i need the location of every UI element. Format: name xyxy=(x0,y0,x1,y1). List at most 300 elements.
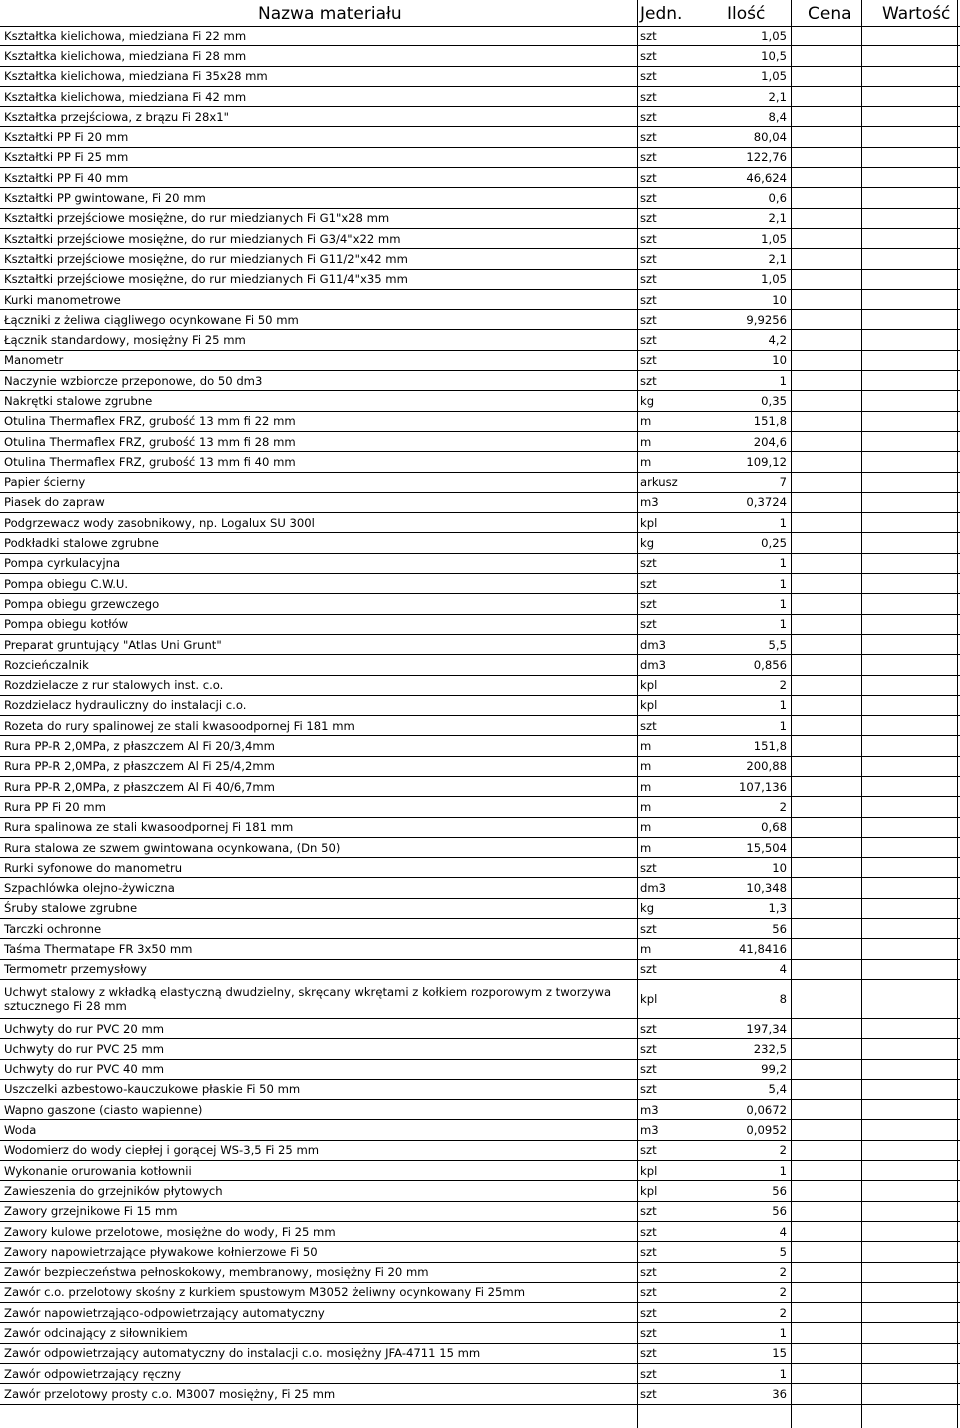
material-value xyxy=(861,289,960,309)
material-name: Tarczki ochronne xyxy=(0,919,637,939)
material-name: Zawór przelotowy prosty c.o. M3007 mosiężny, Fi 25 mm xyxy=(0,1384,637,1404)
material-quantity: 4 xyxy=(716,1221,791,1241)
material-unit: kpl xyxy=(637,675,716,695)
table-row xyxy=(0,249,960,269)
material-quantity: 2,1 xyxy=(716,249,791,269)
table-row xyxy=(0,330,960,350)
material-value xyxy=(861,675,960,695)
material-name: Pompa obiegu grzewczego xyxy=(0,594,637,614)
material-name: Kształtki PP Fi 25 mm xyxy=(0,147,637,167)
material-unit: m3 xyxy=(637,492,716,512)
table-row xyxy=(0,574,960,594)
material-unit: szt xyxy=(637,1384,716,1404)
material-price xyxy=(791,188,861,208)
material-quantity: 2 xyxy=(716,675,791,695)
material-name: Rozeta do rury spalinowej ze stali kwasoodpornej Fi 181 mm xyxy=(0,716,637,736)
material-unit: szt xyxy=(637,594,716,614)
material-quantity: 4,2 xyxy=(716,330,791,350)
material-quantity: 0,0952 xyxy=(716,1120,791,1140)
material-name: Kształtki przejściowe mosiężne, do rur miedzianych Fi G11/4"x35 mm xyxy=(0,269,637,289)
table-row xyxy=(0,979,960,1018)
material-value xyxy=(861,1181,960,1201)
material-unit: szt xyxy=(637,249,716,269)
material-quantity: 2,1 xyxy=(716,86,791,106)
material-price xyxy=(791,1018,861,1038)
material-value xyxy=(861,513,960,533)
material-name: Zawory kulowe przelotowe, mosiężne do wody, Fi 25 mm xyxy=(0,1221,637,1241)
materials-table xyxy=(0,26,960,1405)
table-row xyxy=(0,431,960,451)
material-unit: szt xyxy=(637,371,716,391)
material-price xyxy=(791,858,861,878)
material-price xyxy=(791,269,861,289)
material-price xyxy=(791,574,861,594)
material-value xyxy=(861,350,960,370)
material-unit: szt xyxy=(637,1364,716,1384)
material-value xyxy=(861,533,960,553)
material-name: Uchwyty do rur PVC 25 mm xyxy=(0,1039,637,1059)
material-unit: m xyxy=(637,817,716,837)
material-unit: kpl xyxy=(637,979,716,1018)
material-unit: m3 xyxy=(637,1100,716,1120)
table-row xyxy=(0,1242,960,1262)
material-price xyxy=(791,1100,861,1120)
material-value xyxy=(861,310,960,330)
material-quantity: 1 xyxy=(716,1161,791,1181)
material-quantity: 4 xyxy=(716,959,791,979)
material-value xyxy=(861,716,960,736)
material-value xyxy=(861,228,960,248)
material-quantity: 204,6 xyxy=(716,431,791,451)
material-price xyxy=(791,776,861,796)
material-quantity: 56 xyxy=(716,919,791,939)
material-price xyxy=(791,716,861,736)
material-price xyxy=(791,46,861,66)
material-value xyxy=(861,1242,960,1262)
material-value xyxy=(861,1161,960,1181)
material-quantity: 36 xyxy=(716,1384,791,1404)
material-name: Podgrzewacz wody zasobnikowy, np. Logalux SU 300l xyxy=(0,513,637,533)
material-quantity: 2 xyxy=(716,1262,791,1282)
material-price xyxy=(791,553,861,573)
material-unit: kpl xyxy=(637,1181,716,1201)
material-unit: szt xyxy=(637,1303,716,1323)
material-price xyxy=(791,1181,861,1201)
header-price: Cena xyxy=(808,4,852,24)
material-value xyxy=(861,46,960,66)
material-quantity: 1 xyxy=(716,574,791,594)
table-row xyxy=(0,959,960,979)
material-price xyxy=(791,107,861,127)
material-price xyxy=(791,472,861,492)
table-row xyxy=(0,1140,960,1160)
table-row xyxy=(0,594,960,614)
material-unit: m xyxy=(637,756,716,776)
table-row xyxy=(0,776,960,796)
material-value xyxy=(861,1323,960,1343)
table-row xyxy=(0,898,960,918)
material-quantity: 1 xyxy=(716,695,791,715)
material-price xyxy=(791,1343,861,1363)
material-quantity: 2 xyxy=(716,797,791,817)
material-value xyxy=(861,1100,960,1120)
material-name: Rozdzielacz hydrauliczny do instalacji c.o. xyxy=(0,695,637,715)
material-price xyxy=(791,1262,861,1282)
material-quantity: 1 xyxy=(716,594,791,614)
material-price xyxy=(791,26,861,46)
table-row xyxy=(0,1079,960,1099)
material-name: Kształtka kielichowa, miedziana Fi 28 mm xyxy=(0,46,637,66)
material-quantity: 80,04 xyxy=(716,127,791,147)
material-price xyxy=(791,817,861,837)
table-row xyxy=(0,1262,960,1282)
material-unit: dm3 xyxy=(637,878,716,898)
table-row xyxy=(0,147,960,167)
material-unit: m xyxy=(637,776,716,796)
table-row xyxy=(0,86,960,106)
material-value xyxy=(861,837,960,857)
material-value xyxy=(861,898,960,918)
material-quantity: 197,34 xyxy=(716,1018,791,1038)
material-unit: kpl xyxy=(637,1161,716,1181)
material-name: Otulina Thermaflex FRZ, grubość 13 mm fi 28 mm xyxy=(0,431,637,451)
material-quantity: 41,8416 xyxy=(716,939,791,959)
material-unit: szt xyxy=(637,1262,716,1282)
material-value xyxy=(861,26,960,46)
table-row xyxy=(0,1384,960,1404)
material-quantity: 2 xyxy=(716,1303,791,1323)
material-name: Łączniki z żeliwa ciągliwego ocynkowane Fi 50 mm xyxy=(0,310,637,330)
material-value xyxy=(861,492,960,512)
material-unit: szt xyxy=(637,553,716,573)
material-quantity: 10 xyxy=(716,350,791,370)
material-unit: kg xyxy=(637,391,716,411)
material-price xyxy=(791,1282,861,1302)
material-price xyxy=(791,86,861,106)
material-name: Rura PP Fi 20 mm xyxy=(0,797,637,817)
material-unit: szt xyxy=(637,310,716,330)
material-name: Kształtki przejściowe mosiężne, do rur miedzianych Fi G11/2"x42 mm xyxy=(0,249,637,269)
material-name: Zawór c.o. przelotowy skośny z kurkiem spustowym M3052 żeliwny ocynkowany Fi 25mm xyxy=(0,1282,637,1302)
material-price xyxy=(791,634,861,654)
material-unit: dm3 xyxy=(637,634,716,654)
material-name: Szpachlówka olejno-żywiczna xyxy=(0,878,637,898)
material-name: Kształtka kielichowa, miedziana Fi 42 mm xyxy=(0,86,637,106)
table-row xyxy=(0,46,960,66)
table-row xyxy=(0,736,960,756)
material-price xyxy=(791,330,861,350)
material-unit: m xyxy=(637,939,716,959)
material-unit: szt xyxy=(637,1059,716,1079)
material-unit: szt xyxy=(637,574,716,594)
table-row xyxy=(0,208,960,228)
table-row xyxy=(0,350,960,370)
material-value xyxy=(861,86,960,106)
table-row xyxy=(0,1364,960,1384)
material-price xyxy=(791,228,861,248)
material-name: Podkładki stalowe zgrubne xyxy=(0,533,637,553)
material-value xyxy=(861,634,960,654)
material-unit: szt xyxy=(637,858,716,878)
material-unit: dm3 xyxy=(637,655,716,675)
material-value xyxy=(861,208,960,228)
material-price xyxy=(791,1221,861,1241)
material-price xyxy=(791,127,861,147)
header-quantity: Ilość xyxy=(727,4,766,24)
material-unit: szt xyxy=(637,1343,716,1363)
table-row xyxy=(0,310,960,330)
material-price xyxy=(791,1120,861,1140)
table-row xyxy=(0,411,960,431)
material-quantity: 5,5 xyxy=(716,634,791,654)
material-quantity: 10,5 xyxy=(716,46,791,66)
table-row xyxy=(0,1059,960,1079)
material-name: Pompa obiegu C.W.U. xyxy=(0,574,637,594)
table-row xyxy=(0,878,960,898)
material-quantity: 10 xyxy=(716,289,791,309)
material-price xyxy=(791,1079,861,1099)
table-row xyxy=(0,1201,960,1221)
header-name: Nazwa materiału xyxy=(258,4,402,24)
material-quantity: 1 xyxy=(716,614,791,634)
material-price xyxy=(791,350,861,370)
material-unit: kg xyxy=(637,898,716,918)
material-quantity: 151,8 xyxy=(716,736,791,756)
table-row xyxy=(0,1018,960,1038)
material-name: Wykonanie orurowania kotłownii xyxy=(0,1161,637,1181)
material-price xyxy=(791,655,861,675)
material-name: Rura PP-R 2,0MPa, z płaszczem Al Fi 40/6,7mm xyxy=(0,776,637,796)
table-row xyxy=(0,289,960,309)
table-row xyxy=(0,1343,960,1363)
material-price xyxy=(791,249,861,269)
material-unit: szt xyxy=(637,46,716,66)
material-price xyxy=(791,736,861,756)
table-row xyxy=(0,371,960,391)
material-name: Zawór odpowietrzający automatyczny do instalacji c.o. mosiężny JFA-4711 15 mm xyxy=(0,1343,637,1363)
material-price xyxy=(791,979,861,1018)
material-name: Manometr xyxy=(0,350,637,370)
material-value xyxy=(861,431,960,451)
material-name: Uchwyty do rur PVC 40 mm xyxy=(0,1059,637,1079)
materials-table-body xyxy=(0,26,960,1404)
material-name: Otulina Thermaflex FRZ, grubość 13 mm fi 22 mm xyxy=(0,411,637,431)
material-value xyxy=(861,452,960,472)
material-price xyxy=(791,614,861,634)
table-header xyxy=(0,0,960,27)
material-value xyxy=(861,1221,960,1241)
material-price xyxy=(791,675,861,695)
material-name: Rura spalinowa ze stali kwasoodpornej Fi 181 mm xyxy=(0,817,637,837)
material-name: Kształtka kielichowa, miedziana Fi 22 mm xyxy=(0,26,637,46)
material-value xyxy=(861,411,960,431)
material-value xyxy=(861,817,960,837)
material-quantity: 56 xyxy=(716,1181,791,1201)
material-value xyxy=(861,939,960,959)
material-name: Otulina Thermaflex FRZ, grubość 13 mm fi 40 mm xyxy=(0,452,637,472)
material-price xyxy=(791,1039,861,1059)
material-value xyxy=(861,1303,960,1323)
table-row xyxy=(0,655,960,675)
material-value xyxy=(861,858,960,878)
material-price xyxy=(791,695,861,715)
material-price xyxy=(791,1384,861,1404)
material-value xyxy=(861,168,960,188)
material-price xyxy=(791,1201,861,1221)
material-name: Preparat gruntujący "Atlas Uni Grunt" xyxy=(0,634,637,654)
table-row xyxy=(0,1120,960,1140)
table-row xyxy=(0,492,960,512)
material-quantity: 99,2 xyxy=(716,1059,791,1079)
header-value: Wartość xyxy=(882,4,951,24)
material-name: Papier ścierny xyxy=(0,472,637,492)
material-value xyxy=(861,1059,960,1079)
material-quantity: 2 xyxy=(716,1282,791,1302)
material-value xyxy=(861,979,960,1018)
material-unit: m xyxy=(637,452,716,472)
material-value xyxy=(861,1018,960,1038)
material-value xyxy=(861,1262,960,1282)
material-name: Uchwyt stalowy z wkładką elastyczną dwudzielny, skręcany wkrętami z kołkiem rozporowym z tworzywa sztucznego Fi 28 mm xyxy=(0,979,637,1018)
material-unit: szt xyxy=(637,330,716,350)
material-quantity: 109,12 xyxy=(716,452,791,472)
material-value xyxy=(861,1039,960,1059)
material-name: Kształtka przejściowa, z brązu Fi 28x1" xyxy=(0,107,637,127)
material-unit: kpl xyxy=(637,695,716,715)
table-row xyxy=(0,1282,960,1302)
material-quantity: 1 xyxy=(716,513,791,533)
material-price xyxy=(791,837,861,857)
header-unit: Jedn. xyxy=(640,4,683,24)
material-unit: szt xyxy=(637,1242,716,1262)
material-unit: szt xyxy=(637,168,716,188)
material-value xyxy=(861,1120,960,1140)
material-price xyxy=(791,492,861,512)
material-name: Naczynie wzbiorcze przeponowe, do 50 dm3 xyxy=(0,371,637,391)
material-quantity: 56 xyxy=(716,1201,791,1221)
material-value xyxy=(861,472,960,492)
material-name: Śruby stalowe zgrubne xyxy=(0,898,637,918)
material-name: Wodomierz do wody ciepłej i gorącej WS-3,5 Fi 25 mm xyxy=(0,1140,637,1160)
material-price xyxy=(791,431,861,451)
material-quantity: 1 xyxy=(716,553,791,573)
material-value xyxy=(861,736,960,756)
table-row xyxy=(0,614,960,634)
material-quantity: 107,136 xyxy=(716,776,791,796)
material-name: Kształtki PP Fi 20 mm xyxy=(0,127,637,147)
material-unit: szt xyxy=(637,1140,716,1160)
material-quantity: 1 xyxy=(716,371,791,391)
table-row xyxy=(0,858,960,878)
material-unit: szt xyxy=(637,614,716,634)
material-price xyxy=(791,147,861,167)
material-quantity: 151,8 xyxy=(716,411,791,431)
material-value xyxy=(861,614,960,634)
material-quantity: 1,05 xyxy=(716,26,791,46)
material-name: Wapno gaszone (ciasto wapienne) xyxy=(0,1100,637,1120)
material-name: Uchwyty do rur PVC 20 mm xyxy=(0,1018,637,1038)
material-unit: szt xyxy=(637,1201,716,1221)
material-quantity: 0,3724 xyxy=(716,492,791,512)
material-unit: kpl xyxy=(637,513,716,533)
material-quantity: 2,1 xyxy=(716,208,791,228)
material-price xyxy=(791,1242,861,1262)
table-row xyxy=(0,452,960,472)
material-value xyxy=(861,594,960,614)
material-quantity: 1,05 xyxy=(716,269,791,289)
table-row xyxy=(0,675,960,695)
material-price xyxy=(791,533,861,553)
material-name: Zawór odpowietrzający ręczny xyxy=(0,1364,637,1384)
table-row xyxy=(0,269,960,289)
material-price xyxy=(791,391,861,411)
material-quantity: 5,4 xyxy=(716,1079,791,1099)
material-price xyxy=(791,1364,861,1384)
material-unit: szt xyxy=(637,289,716,309)
material-value xyxy=(861,1140,960,1160)
material-quantity: 8,4 xyxy=(716,107,791,127)
table-row xyxy=(0,1181,960,1201)
material-value xyxy=(861,269,960,289)
material-unit: szt xyxy=(637,1323,716,1343)
material-price xyxy=(791,452,861,472)
table-row xyxy=(0,228,960,248)
material-quantity: 0,6 xyxy=(716,188,791,208)
material-value xyxy=(861,553,960,573)
material-unit: szt xyxy=(637,66,716,86)
material-name: Kształtki przejściowe mosiężne, do rur miedzianych Fi G1"x28 mm xyxy=(0,208,637,228)
material-quantity: 1 xyxy=(716,1364,791,1384)
table-row xyxy=(0,168,960,188)
material-value xyxy=(861,188,960,208)
material-name: Termometr przemysłowy xyxy=(0,959,637,979)
material-price xyxy=(791,878,861,898)
material-value xyxy=(861,919,960,939)
material-value xyxy=(861,1282,960,1302)
material-unit: szt xyxy=(637,228,716,248)
material-value xyxy=(861,330,960,350)
material-name: Kształtki przejściowe mosiężne, do rur miedzianych Fi G3/4"x22 mm xyxy=(0,228,637,248)
material-name: Zawór bezpieczeństwa pełnoskokowy, membranowy, mosiężny Fi 20 mm xyxy=(0,1262,637,1282)
table-row xyxy=(0,66,960,86)
material-value xyxy=(861,959,960,979)
material-value xyxy=(861,1384,960,1404)
material-unit: szt xyxy=(637,127,716,147)
material-price xyxy=(791,898,861,918)
material-name: Kurki manometrowe xyxy=(0,289,637,309)
material-price xyxy=(791,1140,861,1160)
material-quantity: 46,624 xyxy=(716,168,791,188)
material-quantity: 0,0672 xyxy=(716,1100,791,1120)
material-quantity: 5 xyxy=(716,1242,791,1262)
material-unit: szt xyxy=(637,269,716,289)
material-value xyxy=(861,695,960,715)
material-name: Taśma Thermatape FR 3x50 mm xyxy=(0,939,637,959)
material-price xyxy=(791,513,861,533)
material-value xyxy=(861,371,960,391)
material-unit: m3 xyxy=(637,1120,716,1140)
material-value xyxy=(861,1343,960,1363)
material-value xyxy=(861,107,960,127)
material-unit: szt xyxy=(637,350,716,370)
material-unit: m xyxy=(637,797,716,817)
material-unit: szt xyxy=(637,1018,716,1038)
material-price xyxy=(791,1059,861,1079)
material-price xyxy=(791,289,861,309)
table-row xyxy=(0,716,960,736)
material-unit: m xyxy=(637,736,716,756)
table-row xyxy=(0,1221,960,1241)
